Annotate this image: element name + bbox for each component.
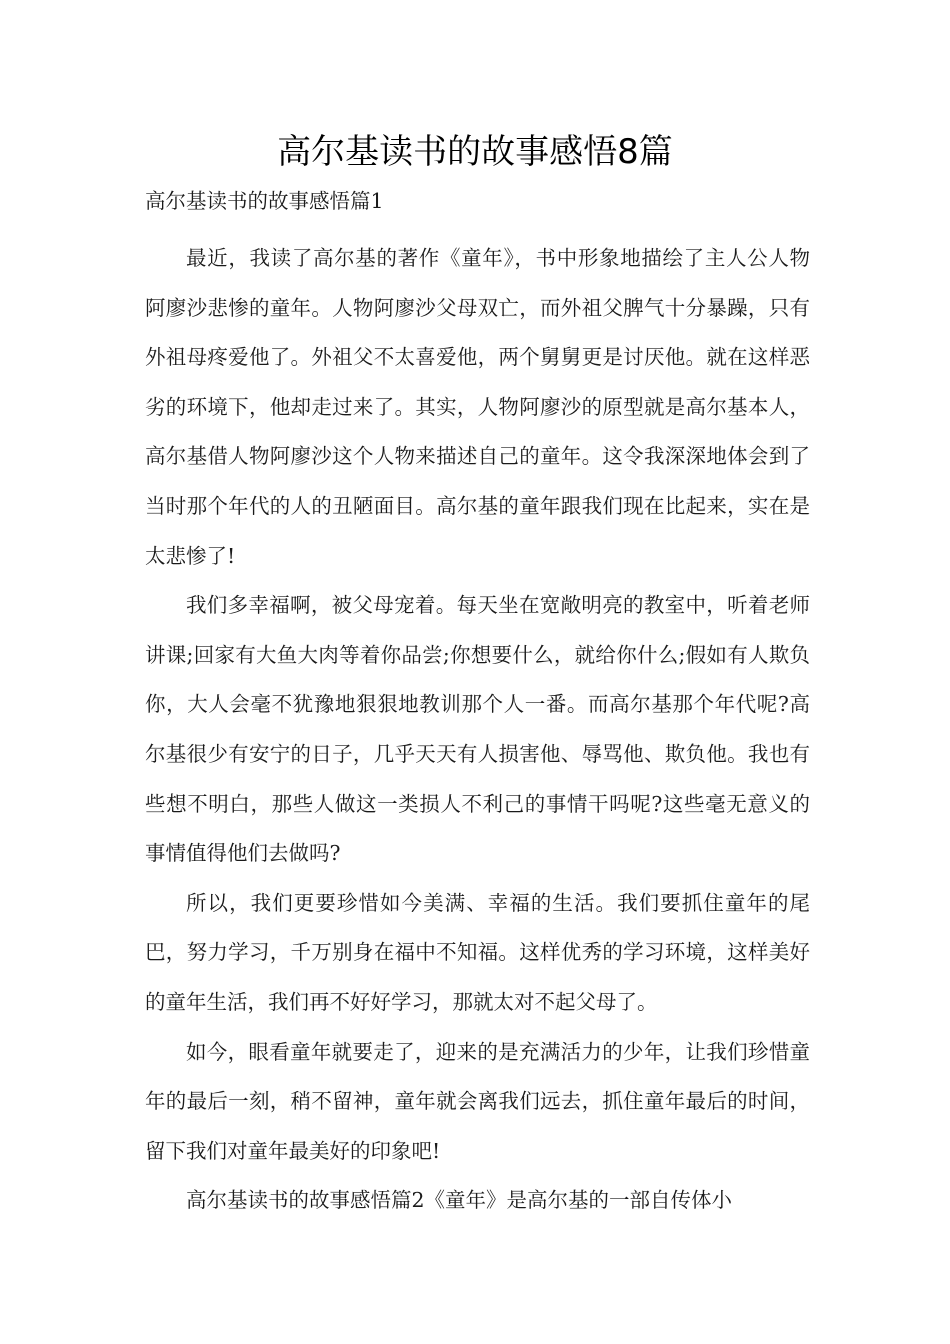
paragraph-3: 所以，我们更要珍惜如今美满、幸福的生活。我们要抓住童年的尾巴，努力学习，千万别身在福中不知福。这样优秀的学习环境，这样美好的童年生活，我们再不好好学习，那就太对不起父母了。 [145,890,810,1014]
section-heading: 高尔基读书的故事感悟篇1 [145,189,384,213]
paragraph-2: 我们多幸福啊，被父母宠着。每天坐在宽敞明亮的教室中，听着老师讲课;回家有大鱼大肉等着你品尝;你想要什么，就给你什么;假如有人欺负你，大人会毫不犹豫地狠狠地教训那个人一番。而高尔基那个年代呢?高尔基很少有安宁的日子，几乎天天有人损害他、辱骂他、欺负他。我也有些想不明白，那些人做这一类损人不利己的事情干吗呢?这些毫无意义的事情值得他们去做吗? [145,593,810,866]
document-body [145,184,810,1226]
paragraph-4: 如今，眼看童年就要走了，迎来的是充满活力的少年，让我们珍惜童年的最后一刻，稍不留神，童年就会离我们远去，抓住童年最后的时间，留下我们对童年最美好的印象吧! [145,1039,810,1163]
document-title: 高尔基读书的故事感悟8篇 [277,132,673,172]
paragraph-5: 高尔基读书的故事感悟篇2《童年》是高尔基的一部自传体小 [186,1188,733,1213]
paragraph-1: 最近，我读了高尔基的著作《童年》，书中形象地描绘了主人公人物阿廖沙悲惨的童年。人物阿廖沙父母双亡，而外祖父脾气十分暴躁，只有外祖母疼爱他了。外祖父不太喜爱他，两个舅舅更是讨厌他。就在这样恶劣的环境下，他却走过来了。其实，人物阿廖沙的原型就是高尔基本人，高尔基借人物阿廖沙这个人物来描述自己的童年。这令我深深地体会到了当时那个年代的人的丑陋面目。高尔基的童年跟我们现在比起来，实在是太悲惨了! [145,246,810,568]
